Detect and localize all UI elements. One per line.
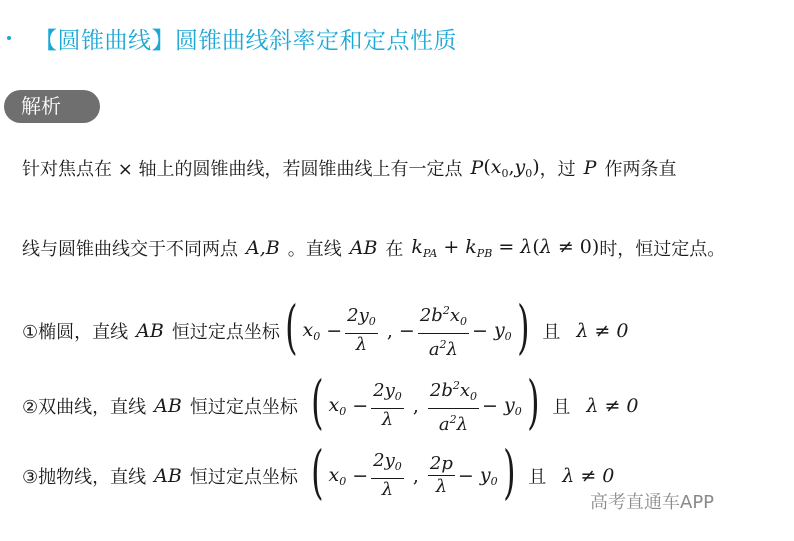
item-parabola-ab: AB bbox=[154, 464, 182, 487]
title-bullet bbox=[7, 36, 11, 40]
intro-text-1-tail: ，过 bbox=[539, 159, 576, 180]
left-paren: ( bbox=[284, 292, 298, 361]
item-hyperbola-mid: 恒过定点坐标 bbox=[189, 396, 298, 418]
item-ellipse-prefix: ①椭圆，直线 bbox=[22, 321, 129, 343]
point-p-coords: $(x_0,y_0)$ bbox=[483, 156, 540, 180]
intro-text-2-mid: 。直线 bbox=[287, 239, 342, 260]
slope-condition: $k_{PA} + k_{PB} = \lambda(\lambda \ne 0)$ bbox=[411, 236, 600, 260]
item-parabola-cond-pre: 且 bbox=[528, 466, 547, 488]
intro-line-1 bbox=[22, 155, 676, 181]
watermark: 高考直通车APP bbox=[590, 492, 715, 513]
item-parabola-cond: λ ≠ 0 bbox=[562, 464, 615, 487]
frac-2b2x0-a2lambda: $\frac{2b^2x_0}{a^2\lambda}$ bbox=[429, 379, 478, 435]
intro-text-1: 针对焦点在 × 轴上的圆锥曲线，若圆锥曲线上有一定点 bbox=[22, 159, 463, 180]
frac-2y0-lambda: $\frac{2y_0}{\lambda}$ bbox=[373, 380, 402, 430]
intro-text-2-in: 在 bbox=[385, 239, 404, 260]
right-paren: ) bbox=[502, 437, 516, 506]
item-ellipse: ①椭圆，直线 AB 恒过定点坐标 ( $x_0$ − $\frac{2y_0}{\lambda}$ , − $\frac{2b^2x_0}{a^2\lambda}$ − $y_0$ ) 且 λ ≠ 0 bbox=[22, 292, 629, 361]
item-ellipse-mid: 恒过定点坐标 bbox=[171, 321, 280, 343]
item-ellipse-cond-pre: 且 bbox=[542, 321, 561, 343]
parabola-formula: $x_0$ bbox=[328, 463, 347, 488]
ellipse-formula: $x_0$ bbox=[302, 318, 321, 343]
intro-text-1-end: 作两条直 bbox=[604, 159, 677, 180]
item-hyperbola-prefix: ②双曲线，直线 bbox=[22, 396, 147, 418]
point-p-formula: P bbox=[470, 157, 484, 179]
item-parabola-prefix: ③抛物线，直线 bbox=[22, 466, 147, 488]
page-title: 【圆锥曲线】圆锥曲线斜率定和定点性质 bbox=[34, 28, 457, 54]
item-hyperbola-cond-pre: 且 bbox=[552, 396, 571, 418]
item-ellipse-ab: AB bbox=[136, 319, 164, 342]
left-paren: ( bbox=[310, 437, 324, 506]
left-paren: ( bbox=[310, 367, 324, 436]
points-ab: A,B bbox=[246, 237, 280, 259]
right-paren: ) bbox=[516, 292, 530, 361]
item-hyperbola-ab: AB bbox=[154, 394, 182, 417]
frac-2y0-lambda: $\frac{2y_0}{\lambda}$ bbox=[347, 305, 376, 355]
frac-2p-lambda: $\frac{2p}{\lambda}$ bbox=[429, 453, 453, 497]
analysis-badge: 解析 bbox=[4, 90, 100, 123]
item-ellipse-cond: λ ≠ 0 bbox=[576, 319, 629, 342]
frac-2b2x0-a2lambda: $\frac{2b^2x_0}{a^2\lambda}$ bbox=[419, 304, 467, 360]
frac-2y0-lambda: $\frac{2y_0}{\lambda}$ bbox=[373, 450, 402, 500]
item-hyperbola: ②双曲线，直线 AB 恒过定点坐标 ( $x_0$ − $\frac{2y_0}{\lambda}$ , $\frac{2b^2x_0}{a^2\lambda}$ − $y_0$ ) 且 λ ≠ 0 bbox=[22, 367, 639, 436]
item-parabola-mid: 恒过定点坐标 bbox=[189, 466, 298, 488]
right-paren: ) bbox=[526, 367, 540, 436]
item-hyperbola-cond: λ ≠ 0 bbox=[586, 394, 639, 417]
intro-text-2-end: 时，恒过定点。 bbox=[599, 239, 726, 260]
line-ab: AB bbox=[349, 237, 378, 259]
item-parabola: ③抛物线，直线 AB 恒过定点坐标 ( $x_0$ − $\frac{2y_0}{\lambda}$ , $\frac{2p}{\lambda}$ − $y_0$ ) 且 λ ≠ 0 bbox=[22, 437, 615, 506]
intro-text-2: 线与圆锥曲线交于不同两点 bbox=[22, 239, 238, 260]
hyperbola-formula: $x_0$ bbox=[328, 393, 347, 418]
point-p-label: P bbox=[583, 157, 597, 179]
intro-line-2 bbox=[22, 235, 725, 261]
